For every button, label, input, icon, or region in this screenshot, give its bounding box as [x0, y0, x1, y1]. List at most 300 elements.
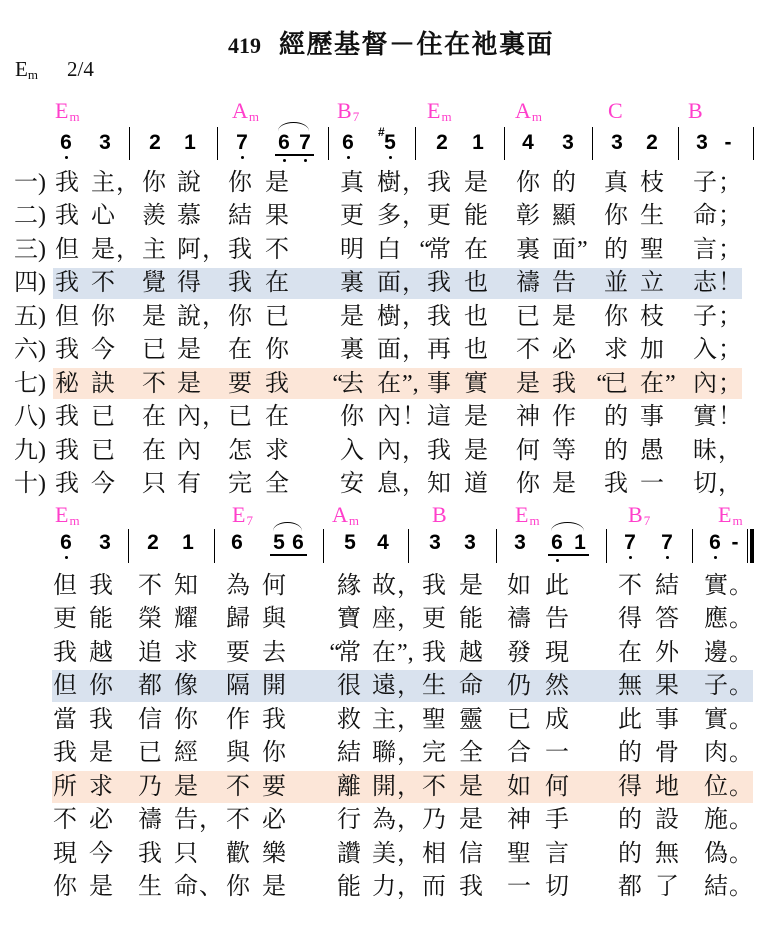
lyric-syllable — [464, 237, 488, 263]
lyric-syllable — [459, 774, 483, 800]
lyric-character: 你 — [516, 170, 540, 196]
lyric-syllable — [372, 573, 421, 599]
lyric-syllable — [604, 170, 628, 196]
chord-root: E — [718, 502, 732, 527]
lyric-syllable — [142, 404, 166, 430]
lyric-character: 果 — [655, 673, 679, 700]
lyric-character: 是 — [459, 773, 483, 800]
lyric-character: 告 — [174, 807, 198, 834]
note-degree: 4 — [522, 131, 534, 154]
lyric-punctuation: ； — [718, 303, 742, 330]
chord-root: A — [515, 98, 531, 123]
lyric-character: 合 — [507, 740, 531, 767]
lyric-character: 此 — [618, 706, 642, 733]
lyric-character: 已 — [91, 437, 115, 464]
lyric-syllable — [545, 774, 569, 800]
lyric-syllable — [340, 170, 364, 196]
lyric-syllable — [422, 640, 446, 666]
lyric-character: 我 — [55, 170, 79, 196]
lyric-syllable — [693, 203, 742, 230]
chord-symbol — [628, 504, 650, 529]
lyric-syllable — [142, 170, 166, 196]
lyric-punctuation: ， — [397, 673, 421, 700]
slur-arc-icon — [278, 122, 309, 131]
lyric-character: 完 — [422, 740, 446, 767]
lyric-character: 何 — [262, 573, 286, 599]
lyric-syllable — [427, 404, 451, 430]
note-degree: 6 — [709, 531, 721, 554]
lyric-syllable — [552, 170, 576, 196]
lyric-syllable — [53, 606, 77, 632]
lyric-syllable — [262, 740, 286, 766]
lyric-syllable — [507, 841, 531, 867]
lyric-character: 很 — [337, 673, 361, 700]
lyric-syllable — [459, 606, 483, 632]
lyric-syllable — [422, 606, 446, 632]
lyric-punctuation: 。 — [729, 673, 753, 700]
lyric-character: 更 — [53, 606, 77, 633]
lyric-syllable — [655, 774, 679, 800]
lyric-character: 也 — [464, 337, 488, 364]
lyric-character: 不 — [142, 370, 166, 397]
note-degree: 1 — [472, 131, 484, 154]
lyric-punctuation: ， — [397, 807, 421, 834]
lyric-syllable — [604, 404, 628, 430]
chord-root: B — [628, 502, 643, 527]
lyric-character: 今 — [91, 471, 115, 498]
lyric-syllable — [138, 673, 162, 699]
lyric-syllable — [618, 606, 642, 632]
lyric-character: 都 — [618, 874, 642, 901]
lyric-character: 聖 — [507, 840, 531, 867]
lyric-character: 不 — [138, 573, 162, 599]
lyric-punctuation: ， — [202, 404, 226, 431]
chord-symbol — [432, 504, 448, 529]
lyric-syllable — [138, 640, 162, 666]
low-octave-dot-icon — [304, 159, 307, 162]
lyric-syllable — [340, 237, 364, 263]
lyric-syllable — [262, 841, 286, 867]
lyric-character: 我 — [422, 639, 446, 666]
note-degree: 2 — [147, 531, 159, 554]
lyric-character: 去 — [340, 370, 364, 397]
lyric-character: 為 — [226, 573, 250, 599]
lyric-syllable — [177, 337, 201, 363]
lyric-character: 我 — [55, 471, 79, 498]
lyric-character: 是 — [89, 874, 113, 901]
note-degree: 6 — [342, 131, 354, 154]
lyric-character: 我 — [89, 706, 113, 733]
lyric-syllable — [226, 807, 250, 833]
lyric-syllable — [174, 673, 198, 699]
lyric-character: 白 — [377, 236, 401, 263]
chord-symbol — [232, 504, 253, 529]
lyric-syllable — [332, 370, 364, 397]
lyric-character: 已 — [507, 706, 531, 733]
lyric-character: 是 — [174, 773, 198, 800]
lyric-punctuation: 。 — [729, 606, 753, 633]
lyric-character: 覺 — [142, 270, 166, 297]
lyric-syllable — [142, 270, 166, 296]
lyric-character: 也 — [464, 270, 488, 297]
lyric-character: 美 — [372, 840, 396, 867]
lyric-character: 命 — [459, 673, 483, 700]
lyric-syllable — [337, 774, 361, 800]
slur-arc-icon — [551, 522, 584, 531]
lyric-syllable — [704, 673, 753, 700]
lyric-syllable — [226, 673, 250, 699]
eighth-note-underline — [270, 554, 307, 556]
lyric-syllable — [507, 774, 531, 800]
note-degree: 6 — [278, 131, 290, 154]
lyric-character: 在 — [464, 236, 488, 263]
lyric-character: 我 — [53, 740, 77, 767]
low-octave-dot-icon — [666, 556, 669, 559]
lyric-syllable — [372, 639, 414, 666]
chord-root: C — [608, 98, 623, 123]
lyric-character: 但 — [55, 303, 79, 330]
lyric-character: 道 — [464, 471, 488, 498]
lyric-syllable — [91, 236, 140, 263]
note-degree: 6 — [292, 531, 304, 554]
lyric-character: 樂 — [262, 840, 286, 867]
lyric-character: 要 — [262, 773, 286, 800]
bar-line — [415, 127, 416, 160]
verse-number: 二) — [14, 203, 46, 230]
lyric-character: 我 — [55, 270, 79, 297]
lyric-punctuation: 。 — [729, 573, 753, 599]
lyric-character: 必 — [552, 337, 576, 364]
lyric-punctuation: ， — [397, 773, 421, 800]
lyric-syllable — [265, 404, 289, 430]
lyric-character: 在 — [372, 639, 396, 666]
chord-root: E — [55, 502, 69, 527]
lyric-syllable — [177, 170, 201, 196]
lyric-syllable — [174, 774, 198, 800]
lyric-syllable — [53, 573, 77, 599]
lyric-syllable — [55, 337, 79, 363]
lyric-character: 主 — [372, 706, 396, 733]
lyric-syllable — [604, 337, 628, 363]
lyric-syllable — [464, 337, 488, 363]
lyric-syllable — [552, 337, 576, 363]
lyric-character: 一 — [545, 740, 569, 767]
lyric-character: 事 — [640, 404, 664, 431]
lyric-punctuation: ， — [402, 471, 426, 498]
lyric-syllable — [228, 170, 252, 196]
low-octave-dot-icon — [629, 556, 632, 559]
note-degree: 3 — [464, 531, 476, 554]
lyric-character: 地 — [655, 773, 679, 800]
lyric-character: 已 — [91, 404, 115, 431]
lyric-character: 結 — [337, 740, 361, 767]
lyric-character: 我 — [55, 437, 79, 464]
lyric-character: 行 — [337, 807, 361, 834]
lyric-character: 禱 — [516, 270, 540, 297]
verse-number: 十) — [14, 471, 46, 498]
lyric-character: 了 — [655, 874, 679, 901]
lyric-syllable — [464, 170, 488, 196]
lyric-character: 在 — [618, 639, 642, 666]
lyric-syllable — [545, 807, 569, 833]
lyric-syllable — [704, 639, 753, 666]
bar-line — [692, 529, 693, 563]
lyric-syllable — [142, 438, 166, 464]
lyric-syllable — [340, 337, 364, 363]
lyric-character: 不 — [91, 270, 115, 297]
lyric-punctuation: ！ — [718, 404, 742, 431]
key-signature — [15, 56, 94, 82]
lyric-syllable — [337, 573, 361, 599]
lyric-character: 應 — [704, 606, 728, 633]
chord-quality: m — [441, 109, 452, 124]
lyric-syllable — [337, 807, 361, 833]
lyric-character: 面 — [377, 270, 401, 297]
lyric-syllable — [655, 740, 679, 766]
lyric-character: 事 — [655, 706, 679, 733]
lyric-syllable — [655, 874, 679, 900]
lyric-syllable — [142, 237, 166, 263]
lyric-punctuation: ， — [397, 706, 421, 733]
lyric-syllable — [262, 673, 286, 699]
verse-number: 五) — [14, 303, 46, 330]
lyric-character: 乃 — [422, 807, 446, 834]
lyric-character: 能 — [464, 203, 488, 230]
lyric-syllable — [177, 236, 226, 263]
lyric-character: 我 — [138, 840, 162, 867]
lyric-character: 羨 — [142, 203, 166, 230]
lyric-character: 緣 — [337, 573, 361, 599]
lyric-character: 已 — [516, 303, 540, 330]
lyric-syllable — [174, 807, 223, 834]
lyric-syllable — [704, 606, 753, 633]
lyric-syllable — [226, 740, 250, 766]
lyric-syllable — [422, 707, 446, 733]
lyric-syllable — [618, 707, 642, 733]
lyric-character: 你 — [340, 404, 364, 431]
lyric-punctuation: ， — [402, 270, 426, 297]
lyric-character: 你 — [142, 170, 166, 196]
bar-line — [217, 127, 218, 160]
verse-number: 六) — [14, 337, 46, 364]
lyric-character: 完 — [228, 471, 252, 498]
lyric-character: 枝 — [640, 170, 664, 196]
lyric-character: 是 — [91, 236, 115, 263]
lyric-syllable — [507, 874, 531, 900]
bar-line — [128, 529, 129, 563]
lyric-punctuation: ， — [202, 236, 226, 263]
lyric-punctuation: ” — [577, 236, 588, 263]
lyric-character: 的 — [618, 807, 642, 834]
note-degree: 6 — [231, 531, 243, 554]
lyric-punctuation: ， — [402, 437, 426, 464]
lyric-character: 越 — [89, 639, 113, 666]
lyric-character: 作 — [552, 404, 576, 431]
chord-quality: m — [69, 513, 80, 528]
lyric-character: 在 — [377, 370, 401, 397]
lyric-syllable — [174, 640, 198, 666]
chord-root: E — [232, 502, 246, 527]
lyric-character: 秘 — [55, 370, 79, 397]
lyric-syllable — [693, 437, 742, 464]
lyric-character: 神 — [516, 404, 540, 431]
lyric-character: 並 — [604, 270, 628, 297]
lyric-character: 我 — [89, 573, 113, 599]
lyric-syllable — [91, 471, 115, 497]
lyric-syllable — [545, 573, 569, 599]
lyric-character: 常 — [427, 236, 451, 263]
lyric-character: 已 — [228, 404, 252, 431]
lyric-punctuation: ， — [718, 471, 742, 498]
lyric-syllable — [464, 203, 488, 229]
lyric-syllable — [618, 740, 642, 766]
slur-arc-icon — [273, 522, 302, 531]
lyric-character: 我 — [55, 337, 79, 364]
lyric-syllable — [174, 874, 223, 901]
lyric-syllable — [459, 707, 483, 733]
lyric-character: 必 — [262, 807, 286, 834]
lyric-character: 現 — [53, 840, 77, 867]
lyric-syllable — [655, 807, 679, 833]
lyric-syllable — [545, 606, 569, 632]
lyric-character: 我 — [262, 706, 286, 733]
lyric-syllable — [177, 438, 201, 464]
lyric-character: 追 — [138, 639, 162, 666]
lyric-character: 是 — [464, 404, 488, 431]
lyric-syllable — [55, 371, 79, 397]
lyric-syllable — [640, 237, 664, 263]
chord-root: B — [432, 502, 447, 527]
lyric-character: 實 — [464, 370, 488, 397]
lyric-syllable — [262, 807, 286, 833]
lyric-syllable — [337, 841, 361, 867]
lyric-character: 靈 — [459, 706, 483, 733]
lyric-character: 與 — [262, 606, 286, 633]
lyric-character: 安 — [340, 471, 364, 498]
lyric-syllable — [427, 337, 451, 363]
lyric-syllable — [422, 740, 446, 766]
lyric-syllable — [693, 337, 742, 364]
lyric-character: 結 — [228, 203, 252, 230]
lyric-syllable — [377, 437, 426, 464]
lyric-character: 外 — [655, 639, 679, 666]
lyric-character: 是 — [142, 303, 166, 330]
low-octave-dot-icon — [65, 156, 68, 159]
lyric-character: 已 — [142, 337, 166, 364]
final-bar-thin — [747, 529, 748, 563]
chord-symbol — [427, 100, 452, 125]
lyric-character: 在 — [265, 270, 289, 297]
lyric-punctuation: “ — [419, 236, 430, 263]
lyric-syllable — [604, 237, 628, 263]
time-signature: 2/4 — [67, 57, 94, 81]
lyric-character: 我 — [427, 270, 451, 297]
lyric-syllable — [545, 640, 569, 666]
lyric-syllable — [177, 203, 201, 229]
lyric-syllable — [377, 203, 426, 230]
lyric-syllable — [340, 471, 364, 497]
lyric-character: 施 — [704, 807, 728, 834]
lyric-character: 志 — [693, 270, 717, 297]
lyric-character: 如 — [507, 773, 531, 800]
lyric-character: 真 — [340, 170, 364, 196]
lyric-character: 你 — [604, 303, 628, 330]
note-degree: 6 — [551, 531, 563, 554]
lyric-syllable — [427, 438, 451, 464]
lyric-syllable — [459, 640, 483, 666]
lyric-character: 仍 — [507, 673, 531, 700]
bar-line — [592, 127, 593, 160]
lyric-character: 實 — [704, 706, 728, 733]
lyric-syllable — [604, 203, 628, 229]
lyric-character: 成 — [545, 706, 569, 733]
lyric-character: 偽 — [704, 840, 728, 867]
lyric-character: 不 — [226, 807, 250, 834]
lyric-character: 我 — [459, 874, 483, 901]
lyric-character: 是 — [265, 170, 289, 196]
lyric-punctuation: ； — [718, 236, 742, 263]
lyric-character: 在 — [228, 337, 252, 364]
lyric-character: 必 — [89, 807, 113, 834]
lyric-syllable — [262, 640, 286, 666]
lyric-syllable — [226, 774, 250, 800]
lyric-character: 說 — [177, 170, 201, 196]
lyric-character: 聖 — [422, 706, 446, 733]
bar-line — [323, 529, 324, 563]
lyric-syllable — [265, 203, 289, 229]
lyric-syllable — [89, 707, 113, 733]
chord-quality: 7 — [352, 109, 360, 124]
lyric-syllable — [53, 740, 77, 766]
lyric-syllable — [138, 740, 162, 766]
lyric-character: 故 — [372, 573, 396, 599]
lyric-character: 裏 — [516, 236, 540, 263]
lyric-syllable — [552, 438, 576, 464]
lyric-syllable — [604, 438, 628, 464]
lyric-syllable — [262, 606, 286, 632]
lyric-syllable — [372, 740, 421, 767]
lyric-syllable — [516, 371, 540, 397]
lyric-syllable — [91, 170, 140, 196]
lyric-character: 手 — [545, 807, 569, 834]
lyric-punctuation: ； — [718, 203, 742, 230]
lyric-punctuation: ” — [665, 370, 676, 397]
lyric-syllable — [138, 606, 162, 632]
lyric-syllable — [89, 573, 113, 599]
lyric-character: 一 — [507, 874, 531, 901]
lyric-punctuation: ， — [718, 437, 742, 464]
lyric-punctuation: ， — [202, 303, 226, 330]
lyric-character: 神 — [507, 807, 531, 834]
lyric-syllable — [89, 841, 113, 867]
lyric-character: 樹 — [377, 303, 401, 330]
note-degree: 1 — [184, 131, 196, 154]
lyric-character: 更 — [427, 203, 451, 230]
lyric-character: 實 — [704, 573, 728, 599]
sharp-accidental-icon — [378, 126, 386, 138]
note-degree: 3 — [99, 131, 111, 154]
chord-root: B — [337, 98, 352, 123]
lyric-syllable — [337, 874, 361, 900]
lyric-syllable — [228, 337, 252, 363]
lyric-syllable — [142, 337, 166, 363]
lyric-character: 經 — [174, 740, 198, 767]
lyric-syllable — [377, 404, 426, 431]
lyric-character: 我 — [427, 303, 451, 330]
lyric-syllable — [693, 471, 742, 498]
lyric-syllable — [552, 404, 576, 430]
lyric-punctuation: ！ — [402, 404, 426, 431]
